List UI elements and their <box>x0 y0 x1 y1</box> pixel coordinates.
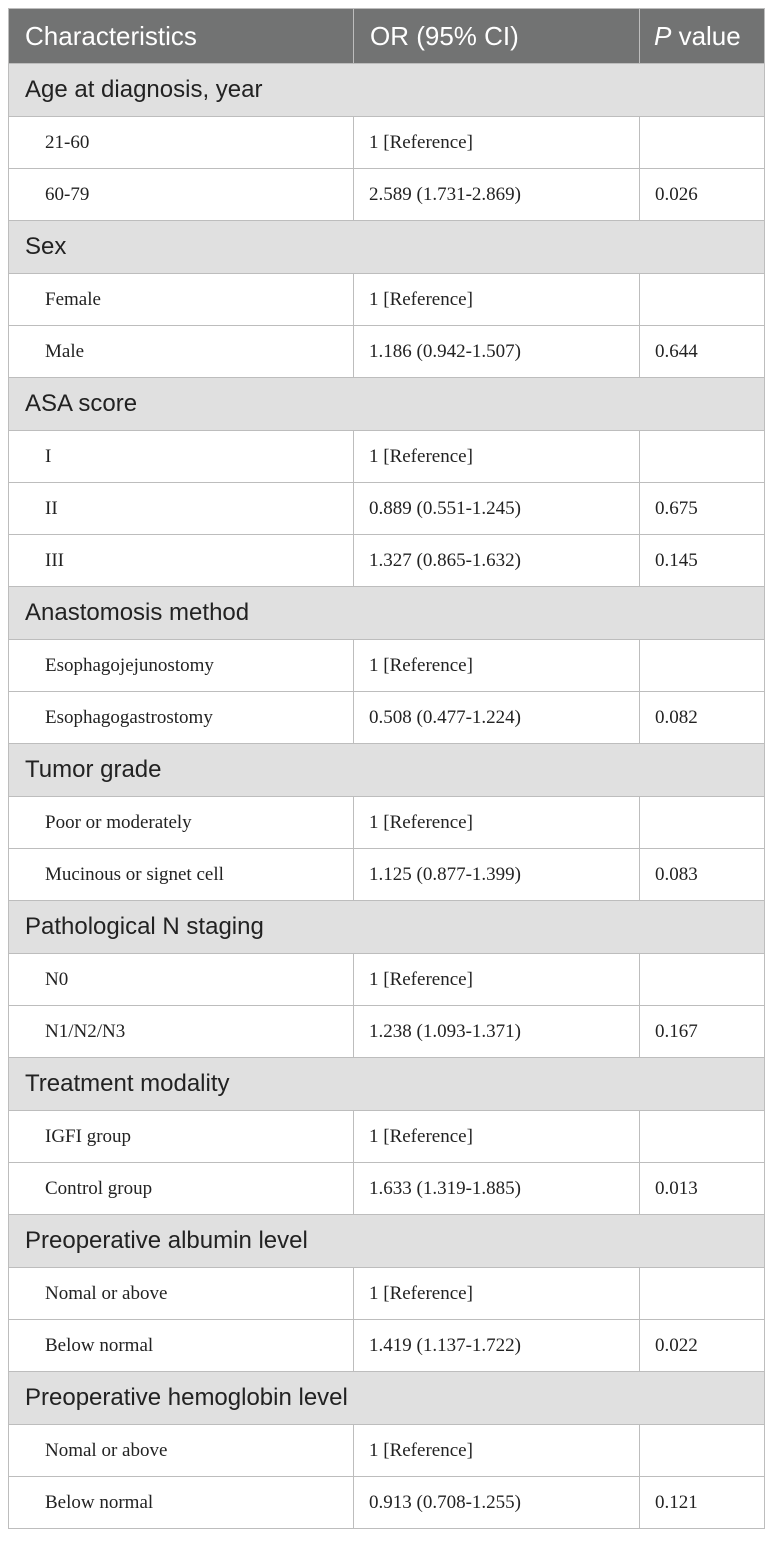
cell-p-value: 0.145 <box>640 535 765 587</box>
cell-or: 1 [Reference] <box>354 431 640 483</box>
cell-p-value <box>640 797 765 849</box>
table-row <box>9 1477 765 1529</box>
cell-or: 0.889 (0.551-1.245) <box>354 483 640 535</box>
table-row <box>9 326 765 378</box>
cell-or: 1.327 (0.865-1.632) <box>354 535 640 587</box>
header-or: OR (95% CI) <box>354 9 640 64</box>
table-row <box>9 640 765 692</box>
cell-label: Poor or moderately <box>9 797 354 849</box>
table-row <box>9 1111 765 1163</box>
cell-p-value: 0.675 <box>640 483 765 535</box>
cell-or: 1 [Reference] <box>354 274 640 326</box>
cell-or: 0.913 (0.708-1.255) <box>354 1477 640 1529</box>
table-row <box>9 483 765 535</box>
cell-p-value <box>640 117 765 169</box>
cell-label: III <box>9 535 354 587</box>
cell-label: 60-79 <box>9 169 354 221</box>
cell-or: 1 [Reference] <box>354 640 640 692</box>
cell-label: II <box>9 483 354 535</box>
cell-label: IGFI group <box>9 1111 354 1163</box>
table-header <box>9 9 765 64</box>
cell-label: N0 <box>9 954 354 1006</box>
cell-p-value: 0.082 <box>640 692 765 744</box>
odds-ratio-table <box>8 8 765 1529</box>
cell-or: 1.125 (0.877-1.399) <box>354 849 640 901</box>
cell-or: 1 [Reference] <box>354 1268 640 1320</box>
section-title: Preoperative hemoglobin level <box>9 1372 765 1425</box>
cell-or: 1 [Reference] <box>354 1111 640 1163</box>
section-row <box>9 378 765 431</box>
table-row <box>9 797 765 849</box>
cell-p-value <box>640 1268 765 1320</box>
header-characteristics: Characteristics <box>9 9 354 64</box>
cell-or: 1 [Reference] <box>354 1425 640 1477</box>
table-row <box>9 274 765 326</box>
table-row <box>9 692 765 744</box>
table-row <box>9 169 765 221</box>
cell-or: 1.633 (1.319-1.885) <box>354 1163 640 1215</box>
section-row <box>9 1372 765 1425</box>
section-title: Age at diagnosis, year <box>9 64 765 117</box>
cell-p-value <box>640 640 765 692</box>
cell-label: Nomal or above <box>9 1268 354 1320</box>
cell-or: 0.508 (0.477-1.224) <box>354 692 640 744</box>
cell-or: 1 [Reference] <box>354 797 640 849</box>
cell-label: Below normal <box>9 1477 354 1529</box>
header-p-value <box>640 9 765 64</box>
cell-label: Esophagogastrostomy <box>9 692 354 744</box>
cell-label: Female <box>9 274 354 326</box>
section-title: ASA score <box>9 378 765 431</box>
cell-label: N1/N2/N3 <box>9 1006 354 1058</box>
cell-p-value: 0.026 <box>640 169 765 221</box>
section-row <box>9 587 765 640</box>
cell-or: 1 [Reference] <box>354 117 640 169</box>
section-row <box>9 744 765 797</box>
cell-or: 1.238 (1.093-1.371) <box>354 1006 640 1058</box>
cell-or: 1.186 (0.942-1.507) <box>354 326 640 378</box>
section-title: Pathological N staging <box>9 901 765 954</box>
cell-p-value <box>640 431 765 483</box>
table-row <box>9 1006 765 1058</box>
cell-p-value: 0.013 <box>640 1163 765 1215</box>
table-row <box>9 1268 765 1320</box>
cell-or: 1.419 (1.137-1.722) <box>354 1320 640 1372</box>
cell-label: Esophagojejunostomy <box>9 640 354 692</box>
section-title: Anastomosis method <box>9 587 765 640</box>
table-row <box>9 117 765 169</box>
cell-label: Nomal or above <box>9 1425 354 1477</box>
section-row <box>9 64 765 117</box>
cell-or: 2.589 (1.731-2.869) <box>354 169 640 221</box>
cell-p-value: 0.644 <box>640 326 765 378</box>
cell-label: I <box>9 431 354 483</box>
table-body <box>9 64 765 1529</box>
section-title: Treatment modality <box>9 1058 765 1111</box>
cell-p-value: 0.121 <box>640 1477 765 1529</box>
section-title: Preoperative albumin level <box>9 1215 765 1268</box>
table-row <box>9 1163 765 1215</box>
section-title: Tumor grade <box>9 744 765 797</box>
cell-label: Below normal <box>9 1320 354 1372</box>
cell-or: 1 [Reference] <box>354 954 640 1006</box>
cell-label: Control group <box>9 1163 354 1215</box>
cell-label: 21-60 <box>9 117 354 169</box>
cell-p-value: 0.022 <box>640 1320 765 1372</box>
header-p-italic: P <box>654 20 672 51</box>
cell-p-value <box>640 274 765 326</box>
table-row <box>9 431 765 483</box>
cell-label: Mucinous or signet cell <box>9 849 354 901</box>
header-p-rest: value <box>671 20 741 51</box>
cell-label: Male <box>9 326 354 378</box>
table-row <box>9 1320 765 1372</box>
table-row <box>9 535 765 587</box>
cell-p-value: 0.167 <box>640 1006 765 1058</box>
table-row <box>9 849 765 901</box>
cell-p-value <box>640 1111 765 1163</box>
section-row <box>9 1215 765 1268</box>
cell-p-value <box>640 1425 765 1477</box>
section-row <box>9 901 765 954</box>
cell-p-value <box>640 954 765 1006</box>
section-row <box>9 1058 765 1111</box>
table-row <box>9 954 765 1006</box>
table-row <box>9 1425 765 1477</box>
cell-p-value: 0.083 <box>640 849 765 901</box>
section-row <box>9 221 765 274</box>
section-title: Sex <box>9 221 765 274</box>
